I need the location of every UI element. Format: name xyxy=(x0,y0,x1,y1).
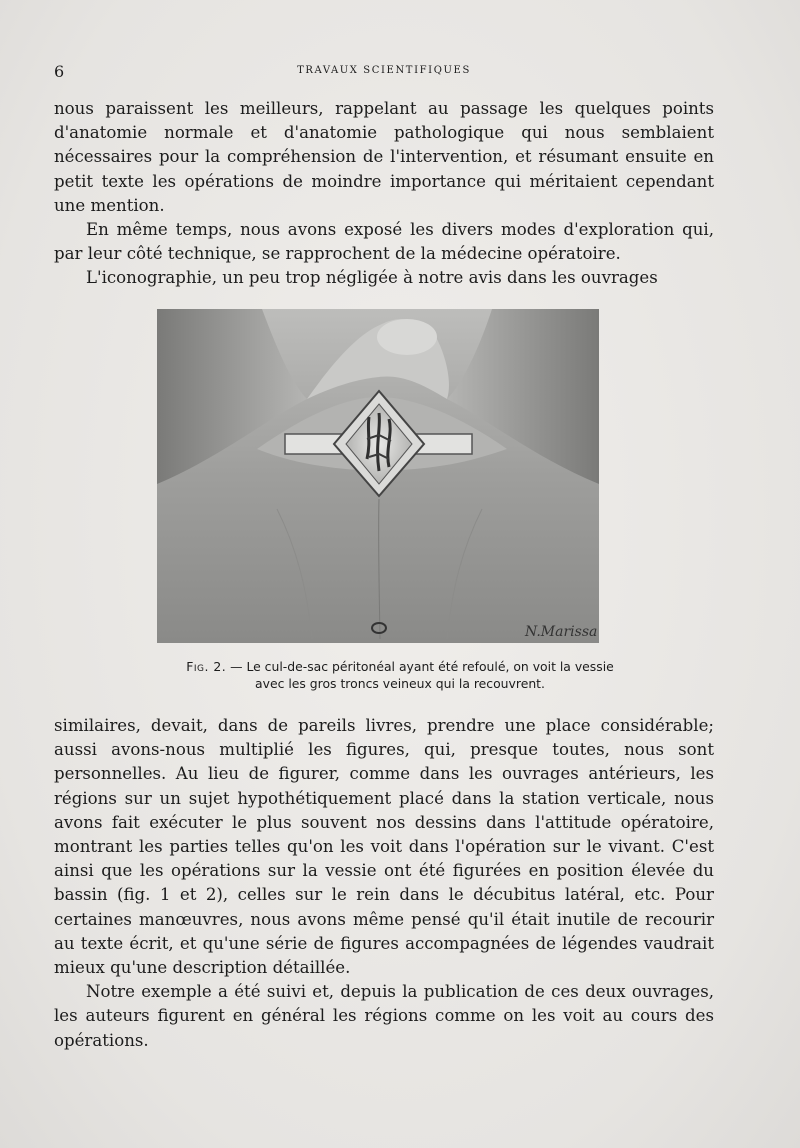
page-number: 6 xyxy=(54,62,65,81)
paragraph: nous paraissent les meilleurs, rappelant au passage les quelques points d'anatomie normale et d'anatomie pathologique qui nous semblaient nécessaires pour la compréhension de l'intervention, et résumant ensuite en petit texte les opérations de moindre importance qui méritaient cependant une mention. xyxy=(54,99,714,215)
body-text-bottom xyxy=(54,714,714,1053)
paragraph: En même temps, nous avons exposé les divers modes d'exploration qui, par leur côté technique, se rapprochent de la médecine opératoire. xyxy=(54,220,714,264)
caption-line-1: — Le cul-de-sac péritonéal ayant été refoulé, on voit la vessie xyxy=(226,659,614,674)
caption-line-2: avec les gros troncs veineux qui la recouvrent. xyxy=(255,676,545,691)
surgical-illustration xyxy=(157,309,599,643)
running-title: TRAVAUX SCIENTIFIQUES xyxy=(297,65,471,76)
page-header xyxy=(54,62,714,82)
figure-caption xyxy=(120,658,680,692)
body-text-top xyxy=(54,97,714,291)
paragraph: L'iconographie, un peu trop négligée à notre avis dans les ouvrages xyxy=(86,268,658,288)
artist-signature: N.Marissa xyxy=(525,624,598,640)
figure-label: Fig. 2. xyxy=(186,659,227,674)
paragraph: similaires, devait, dans de pareils livres, prendre une place considérable; aussi avons-nous multiplié les figures, qui, presque toutes, nous sont personnelles. Au lieu de figurer, comme dans les ouvrages antérieurs, les régions sur un sujet hypothétiquement placé dans la station verticale, nous avons fait exécuter le plus souvent nos dessins dans l'attitude opératoire, montrant les parties telles qu'on les voit dans l'opération sur le vivant. C'est ainsi que les opérations sur la vessie ont été figurées en position élevée du bassin (fig. 1 et 2), celles sur le rein dans le décubitus latéral, etc. Pour certaines manœuvres, nous avons même pensé qu'il était inutile de recourir au texte écrit, et qu'une série de figures accompagnées de légendes vaudrait mieux qu'une description détaillée. xyxy=(54,716,714,978)
paragraph: Notre exemple a été suivi et, depuis la publication de ces deux ouvrages, les auteurs figurent en général les régions comme on les voit au cours des opérations. xyxy=(54,982,714,1050)
